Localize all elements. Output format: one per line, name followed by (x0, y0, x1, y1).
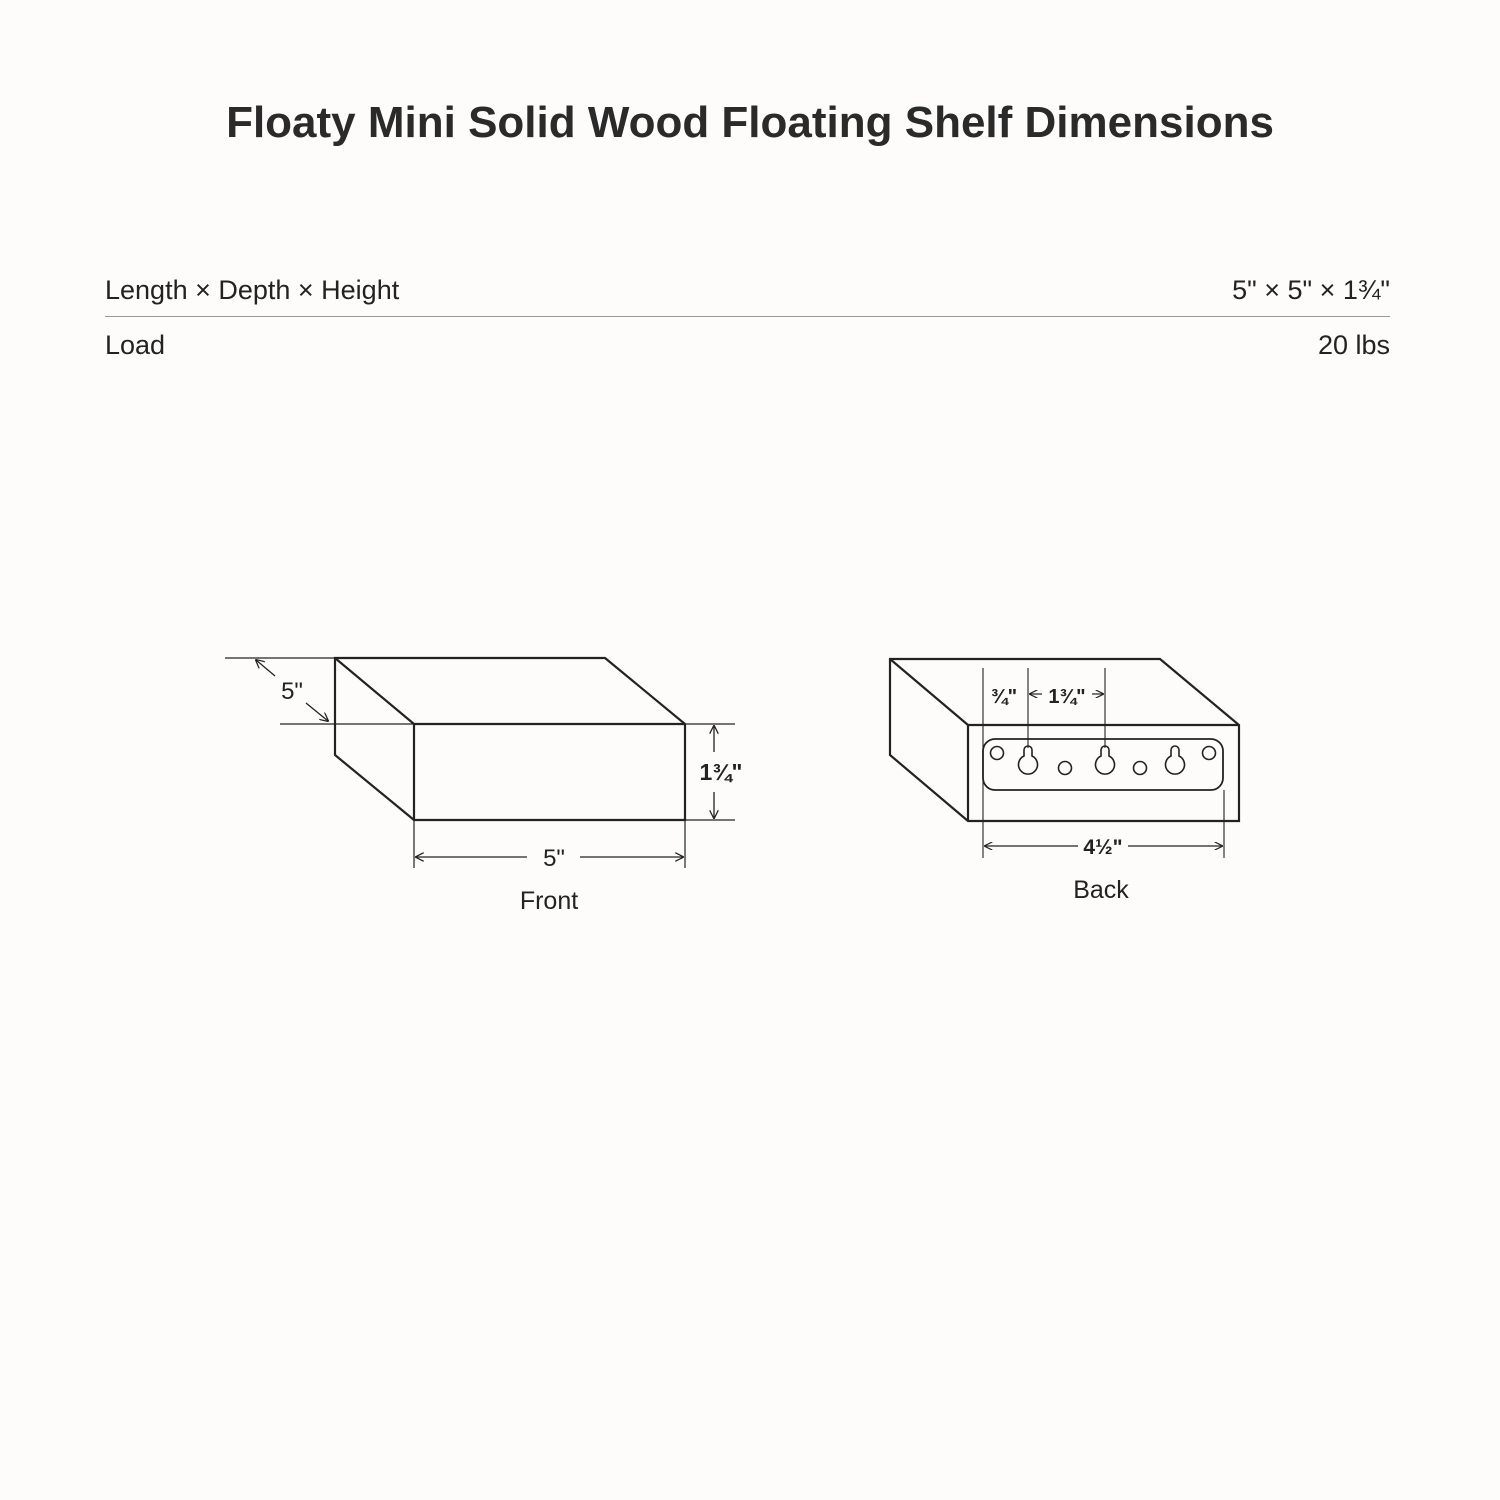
screw-hole (991, 747, 1004, 760)
keyhole-slot (1166, 746, 1185, 774)
front-height-label: 1¾" (699, 759, 743, 785)
back-edge-offset-label: ¾" (990, 686, 1018, 708)
screw-hole (1134, 762, 1147, 775)
keyhole-slot (1096, 746, 1115, 774)
back-bracket-width-label: 4½" (1083, 836, 1123, 859)
spec-label: Load (105, 329, 166, 360)
screw-hole (1059, 762, 1072, 775)
front-length-label: 5" (543, 845, 565, 872)
spec-label: Length × Depth × Height (105, 274, 400, 305)
back-keyhole-spacing-label: 1¾" (1048, 686, 1086, 708)
front-caption: Front (519, 887, 579, 915)
page-title: Floaty Mini Solid Wood Floating Shelf Dimensions (226, 98, 1274, 147)
spec-value: 5" × 5" × 1¾" (1232, 274, 1390, 305)
keyhole-slot (1019, 746, 1038, 774)
screw-hole (1203, 747, 1216, 760)
spec-value: 20 lbs (1317, 329, 1390, 360)
back-caption: Back (1073, 876, 1129, 904)
front-depth-label: 5" (281, 678, 303, 705)
